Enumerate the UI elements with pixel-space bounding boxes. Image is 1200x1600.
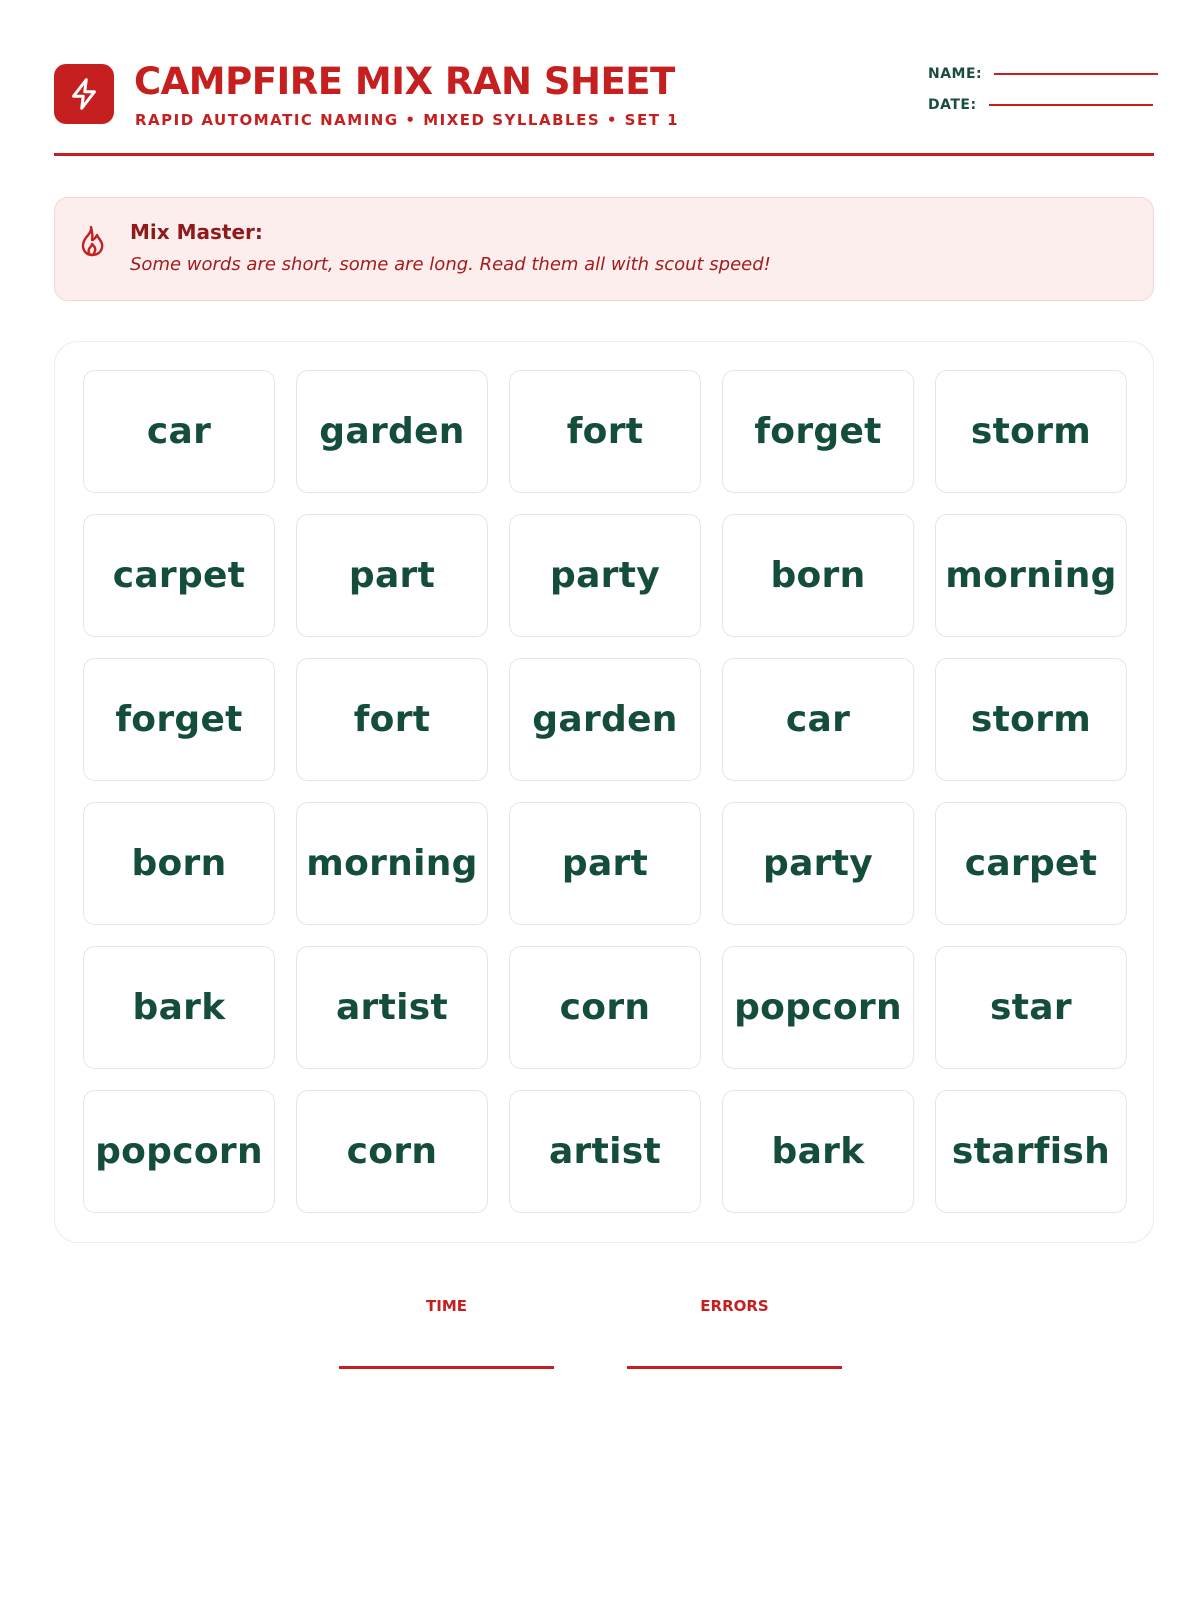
word-text: corn: [346, 1131, 438, 1172]
word-card: [509, 946, 701, 1069]
word-text: star: [990, 987, 1072, 1028]
word-text: artist: [335, 987, 449, 1028]
word-text: party: [763, 843, 873, 884]
word-text: part: [561, 843, 649, 884]
word-card: [509, 1090, 701, 1213]
word-card: [935, 370, 1127, 493]
name-line[interactable]: [994, 73, 1158, 75]
word-text: car: [785, 699, 851, 740]
word-card: [296, 658, 488, 781]
word-panel: [54, 341, 1154, 1243]
word-card: [722, 1090, 914, 1213]
word-card: [83, 370, 275, 493]
word-text: bark: [771, 1131, 865, 1172]
errors-field[interactable]: [627, 1296, 842, 1316]
word-text: carpet: [964, 843, 1098, 884]
name-field[interactable]: [928, 66, 1158, 82]
errors-label: ERRORS: [700, 1297, 769, 1315]
word-text: born: [770, 555, 866, 596]
word-text: forget: [754, 411, 882, 452]
tip-text: Some words are short, some are long. Read them all with scout speed!: [130, 254, 771, 275]
word-grid: [83, 370, 1127, 1213]
word-text: part: [348, 555, 436, 596]
word-card: [296, 370, 488, 493]
time-label: TIME: [426, 1297, 467, 1315]
tip-callout: [54, 197, 1154, 301]
word-text: storm: [970, 699, 1092, 740]
word-text: forget: [115, 699, 243, 740]
word-text: bark: [132, 987, 226, 1028]
word-card: [83, 658, 275, 781]
word-text: morning: [945, 555, 1117, 596]
date-field[interactable]: [928, 97, 1153, 113]
word-card: [935, 1090, 1127, 1213]
word-text: storm: [970, 411, 1092, 452]
word-card: [722, 658, 914, 781]
word-text: corn: [559, 987, 651, 1028]
word-text: garden: [319, 411, 465, 452]
word-card: [935, 946, 1127, 1069]
name-label: NAME:: [928, 66, 983, 82]
word-text: carpet: [112, 555, 246, 596]
word-card: [935, 658, 1127, 781]
word-text: born: [131, 843, 227, 884]
word-card: [509, 802, 701, 925]
lightning-bolt-icon: [66, 76, 102, 112]
time-line[interactable]: [339, 1366, 554, 1369]
word-text: party: [550, 555, 660, 596]
word-text: artist: [548, 1131, 662, 1172]
word-text: fort: [566, 411, 644, 452]
errors-line[interactable]: [627, 1366, 842, 1369]
logo-badge: [54, 64, 114, 124]
word-card: [722, 802, 914, 925]
word-card: [296, 1090, 488, 1213]
word-text: morning: [306, 843, 478, 884]
word-text: fort: [353, 699, 431, 740]
word-card: [935, 514, 1127, 637]
word-card: [722, 514, 914, 637]
tip-title: Mix Master:: [130, 220, 263, 244]
word-card: [722, 946, 914, 1069]
page-subtitle: RAPID AUTOMATIC NAMING • MIXED SYLLABLES • SET 1: [135, 111, 680, 129]
word-card: [83, 802, 275, 925]
word-card: [296, 802, 488, 925]
flame-icon: [77, 224, 107, 258]
word-card: [83, 1090, 275, 1213]
word-text: starfish: [951, 1131, 1111, 1172]
word-card: [509, 658, 701, 781]
word-card: [296, 946, 488, 1069]
word-card: [509, 370, 701, 493]
word-card: [935, 802, 1127, 925]
word-card: [509, 514, 701, 637]
word-text: popcorn: [95, 1131, 263, 1172]
word-card: [83, 946, 275, 1069]
word-card: [83, 514, 275, 637]
page-title: CAMPFIRE MIX RAN SHEET: [134, 60, 675, 103]
time-field[interactable]: [339, 1296, 554, 1316]
word-card: [722, 370, 914, 493]
word-text: garden: [532, 699, 678, 740]
word-text: car: [146, 411, 212, 452]
word-card: [296, 514, 488, 637]
header-divider: [54, 153, 1154, 156]
word-text: popcorn: [734, 987, 902, 1028]
date-line[interactable]: [989, 104, 1153, 106]
date-label: DATE:: [928, 97, 977, 113]
